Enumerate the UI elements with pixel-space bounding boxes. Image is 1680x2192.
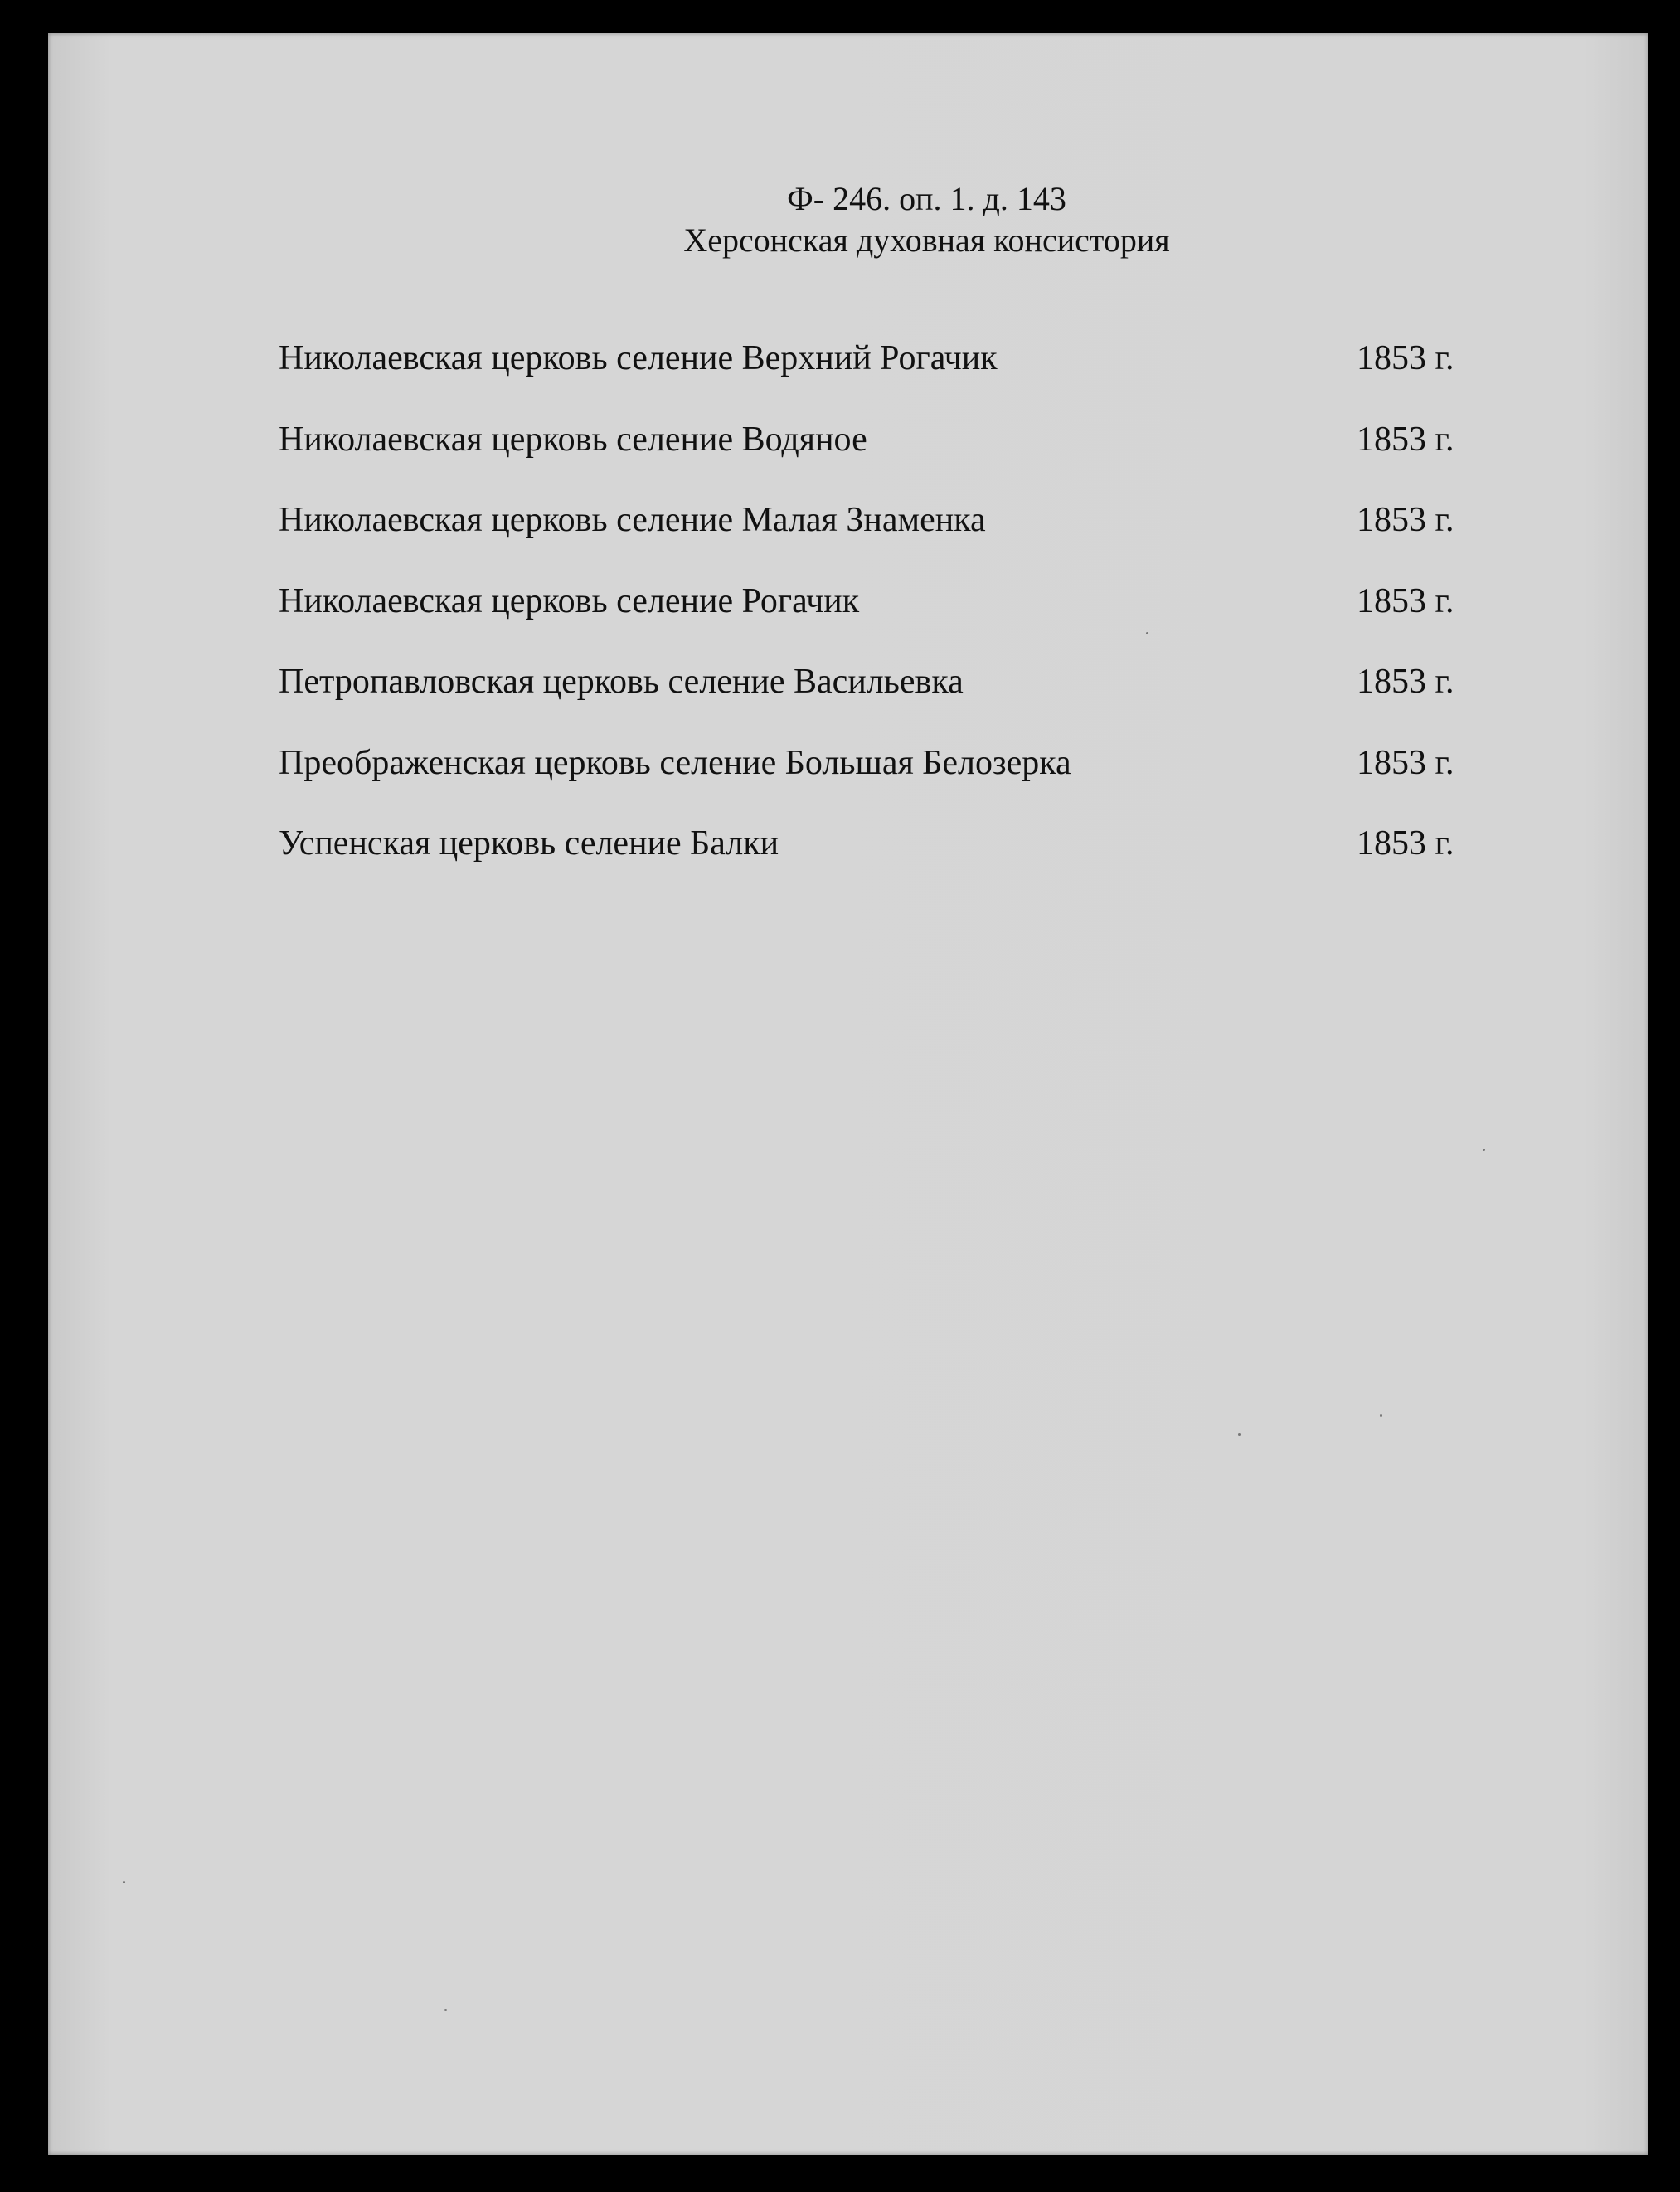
paper-speck xyxy=(444,2009,447,2011)
church-name: Николаевская церковь селение Верхний Рогачик xyxy=(279,339,998,377)
record-year: 1853 г. xyxy=(1357,663,1454,701)
paper-speck xyxy=(1238,1433,1241,1436)
record-year: 1853 г. xyxy=(1357,824,1454,863)
record-year: 1853 г. xyxy=(1357,501,1454,539)
church-name: Николаевская церковь селение Малая Знаменка xyxy=(279,501,986,539)
church-name: Николаевская церковь селение Водяное xyxy=(279,420,867,459)
record-year: 1853 г. xyxy=(1357,420,1454,459)
institution-title: Херсонская духовная консистория xyxy=(683,221,1170,259)
list-item xyxy=(279,561,1481,643)
church-name: Петропавловская церковь селение Васильевка xyxy=(279,663,964,701)
record-year: 1853 г. xyxy=(1357,339,1454,377)
list-item xyxy=(279,642,1481,723)
paper-speck xyxy=(1146,632,1148,634)
list-item xyxy=(279,318,1481,400)
church-list xyxy=(279,318,1481,885)
list-item xyxy=(279,400,1481,481)
list-item xyxy=(279,723,1481,804)
list-item xyxy=(279,480,1481,561)
archive-reference: Ф- 246. оп. 1. д. 143 xyxy=(787,180,1066,217)
church-name: Николаевская церковь селение Рогачик xyxy=(279,581,860,620)
paper-speck xyxy=(123,1881,125,1883)
church-name: Успенская церковь селение Балки xyxy=(279,824,779,863)
list-item xyxy=(279,804,1481,885)
church-name: Преображенская церковь селение Большая Белозерка xyxy=(279,743,1071,782)
record-year: 1853 г. xyxy=(1357,581,1454,620)
record-year: 1853 г. xyxy=(1357,743,1454,782)
document-page xyxy=(48,33,1648,2155)
paper-speck xyxy=(1483,1149,1485,1151)
paper-speck xyxy=(1380,1414,1382,1417)
